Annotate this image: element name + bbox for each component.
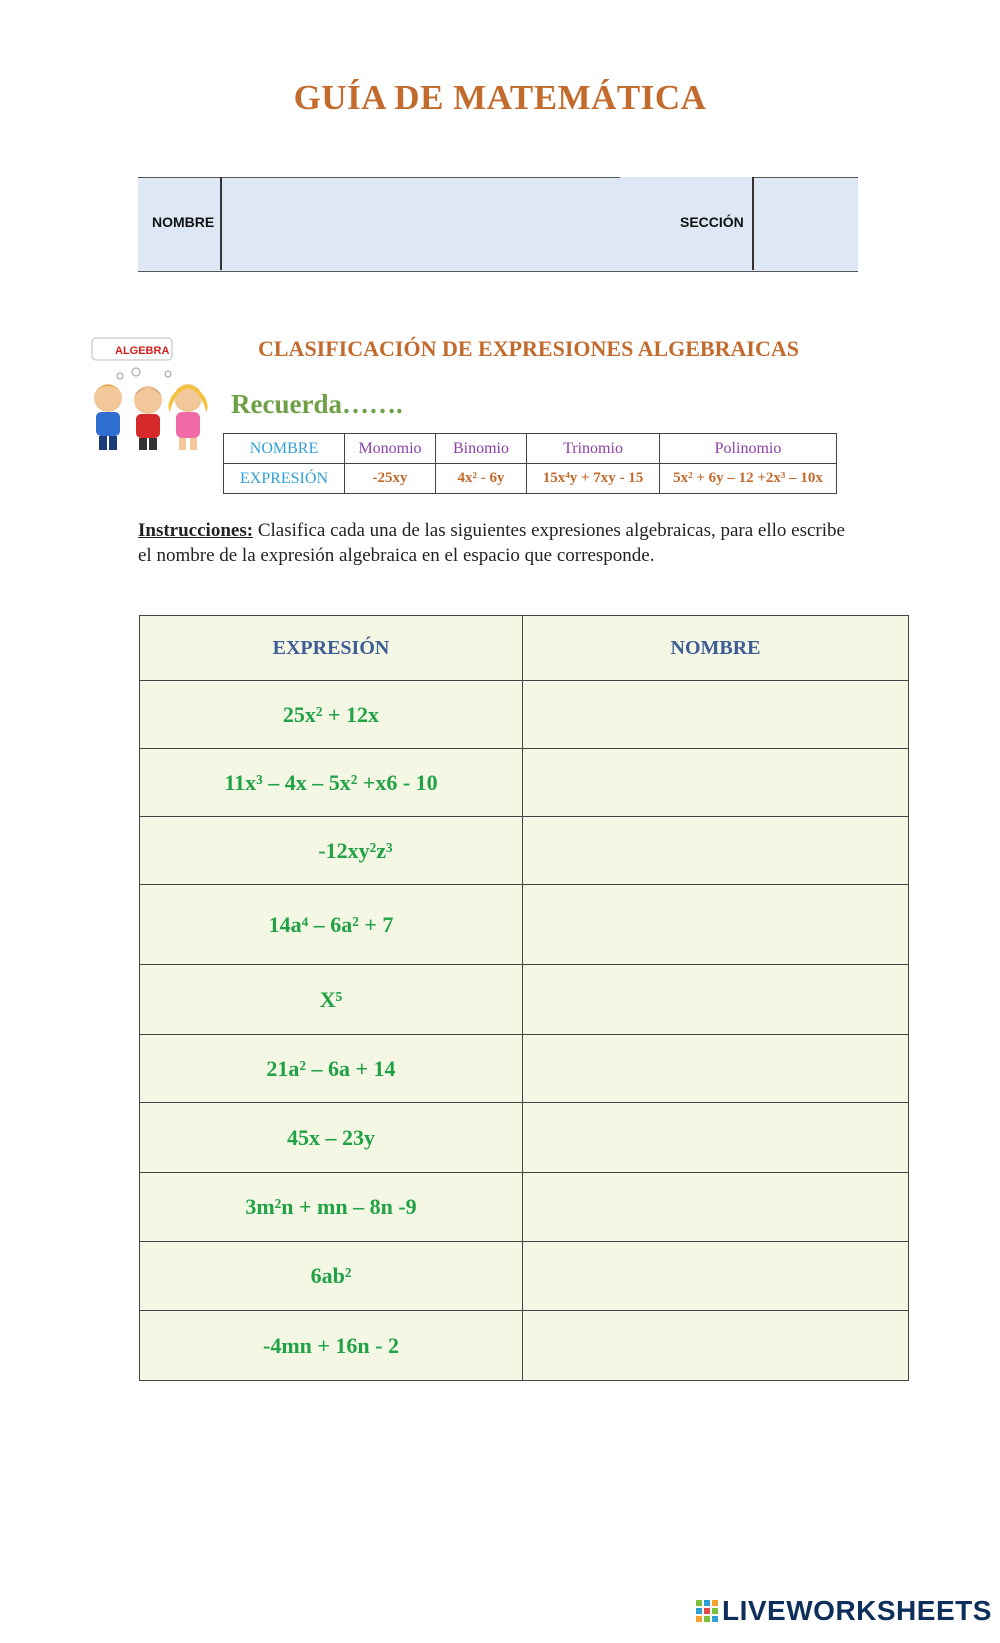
reference-example: 15x⁴y + 7xy - 15 bbox=[527, 464, 660, 494]
reference-row-label: EXPRESIÓN bbox=[224, 464, 345, 494]
reference-row-label: NOMBRE bbox=[224, 434, 345, 464]
table-row bbox=[140, 1103, 909, 1173]
expression-cell: -4mn + 16n - 2 bbox=[140, 1311, 523, 1381]
reference-name: Trinomio bbox=[527, 434, 660, 464]
liveworksheets-logo-icon bbox=[696, 1600, 718, 1622]
algebra-sign-label: ALGEBRA bbox=[115, 345, 170, 357]
header-name: NOMBRE bbox=[523, 616, 909, 681]
name-label: NOMBRE bbox=[152, 214, 215, 230]
classification-table bbox=[139, 615, 909, 1381]
reference-example: -25xy bbox=[345, 464, 436, 494]
reference-example: 4x² - 6y bbox=[436, 464, 527, 494]
header-expression: EXPRESIÓN bbox=[140, 616, 523, 681]
expression-cell: 3m²n + mn – 8n -9 bbox=[140, 1173, 523, 1242]
reference-example: 5x² + 6y – 12 +2x³ – 10x bbox=[660, 464, 837, 494]
reference-name: Monomio bbox=[345, 434, 436, 464]
answer-input[interactable] bbox=[523, 681, 909, 749]
reference-examples-row bbox=[224, 464, 837, 494]
section-subtitle: CLASIFICACIÓN DE EXPRESIONES ALGEBRAICAS bbox=[258, 336, 799, 361]
table-row bbox=[140, 965, 909, 1035]
answer-input[interactable] bbox=[523, 1103, 909, 1173]
answer-input[interactable] bbox=[523, 1173, 909, 1242]
expression-cell: -12xy²z³ bbox=[140, 817, 523, 885]
answer-input[interactable] bbox=[523, 1311, 909, 1381]
expression-cell: 21a² – 6a + 14 bbox=[140, 1035, 523, 1103]
answer-input[interactable] bbox=[523, 817, 909, 885]
expression-cell: 11x³ – 4x – 5x² +x6 - 10 bbox=[140, 749, 523, 817]
section-label: SECCIÓN bbox=[680, 214, 744, 230]
expression-cell: X⁵ bbox=[140, 965, 523, 1035]
table-row bbox=[140, 817, 909, 885]
answer-input[interactable] bbox=[523, 965, 909, 1035]
answer-input[interactable] bbox=[523, 749, 909, 817]
reference-names-row bbox=[224, 434, 837, 464]
table-row bbox=[140, 1173, 909, 1242]
table-row bbox=[140, 681, 909, 749]
expression-cell: 45x – 23y bbox=[140, 1103, 523, 1173]
expression-cell: 14a⁴ – 6a² + 7 bbox=[140, 885, 523, 965]
expression-cell: 6ab² bbox=[140, 1242, 523, 1311]
page-title: GUÍA DE MATEMÁTICA bbox=[293, 78, 707, 117]
table-row bbox=[140, 749, 909, 817]
answer-input[interactable] bbox=[523, 1035, 909, 1103]
reference-name: Binomio bbox=[436, 434, 527, 464]
reference-table bbox=[223, 433, 837, 494]
instructions-label: Instrucciones: bbox=[138, 520, 254, 541]
answer-input[interactable] bbox=[523, 1242, 909, 1311]
answer-input[interactable] bbox=[523, 885, 909, 965]
table-row bbox=[140, 1035, 909, 1103]
section-input[interactable] bbox=[754, 178, 858, 269]
recuerda-heading: Recuerda……. bbox=[231, 389, 403, 419]
reference-name: Polinomio bbox=[660, 434, 837, 464]
name-input[interactable] bbox=[222, 178, 620, 269]
table-row bbox=[140, 1242, 909, 1311]
table-header-row bbox=[140, 616, 909, 681]
instructions bbox=[138, 518, 863, 568]
table-row bbox=[140, 885, 909, 965]
expression-cell: 25x² + 12x bbox=[140, 681, 523, 749]
instructions-text: Clasifica cada una de las siguientes expresiones algebraicas, para ello escribe el nombre de la expresión algebraica en el espacio que corresponde. bbox=[138, 520, 845, 566]
table-row bbox=[140, 1311, 909, 1381]
liveworksheets-brand: LIVEWORKSHEETS bbox=[722, 1595, 992, 1626]
